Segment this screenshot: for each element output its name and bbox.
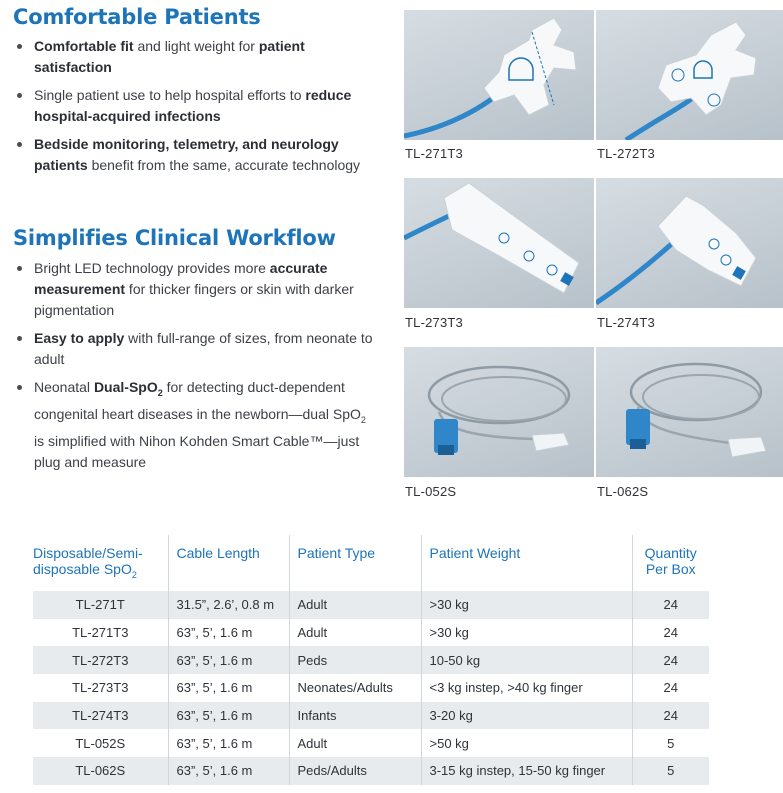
cell-length: 63”, 5’, 1.6 m — [168, 646, 289, 674]
product-caption: TL-274T3 — [597, 315, 655, 330]
product-caption: TL-062S — [597, 484, 649, 499]
cell-length: 63”, 5’, 1.6 m — [168, 757, 289, 785]
table-row — [33, 757, 709, 785]
cell-weight: >50 kg — [421, 729, 632, 757]
cell-type: Neonates/Adults — [289, 674, 421, 702]
comfort-bullet-list — [13, 36, 373, 183]
cell-qty: 24 — [632, 702, 709, 730]
cell-type: Adult — [289, 591, 421, 619]
product-photo-tl-273t3 — [404, 178, 594, 308]
cell-length: 63”, 5’, 1.6 m — [168, 674, 289, 702]
cell-type: Infants — [289, 702, 421, 730]
cell-type: Peds — [289, 646, 421, 674]
table-row — [33, 702, 709, 730]
cell-length: 63”, 5’, 1.6 m — [168, 619, 289, 647]
table-row — [33, 591, 709, 619]
cell-weight: >30 kg — [421, 591, 632, 619]
product-spec-table — [33, 535, 709, 785]
cell-weight: 10-50 kg — [421, 646, 632, 674]
header-cable-length: Cable Length — [168, 535, 289, 591]
table-row — [33, 619, 709, 647]
section-title-comfort: Comfortable Patients — [13, 5, 261, 29]
cell-model: TL-052S — [75, 735, 126, 751]
cell-model: TL-272T3 — [33, 646, 168, 674]
list-item: Easy to apply with full-range of sizes, from neonate to adult — [13, 328, 373, 370]
list-item: Neonatal Dual-SpO$_2$ for detecting duct-dependent congenital heart diseases in the newborn—dual SpO$_2$ is simplified with Nihon Kohden Smart Cable™—just plug and measure — [13, 377, 373, 473]
cell-weight: 3-20 kg — [421, 702, 632, 730]
cell-model: TL-274T3 — [33, 702, 168, 730]
cell-type: Adult — [289, 729, 421, 757]
table-row — [33, 646, 709, 674]
cell-model: TL-273T3 — [72, 680, 129, 696]
cell-qty: 24 — [632, 619, 709, 647]
cell-weight: 3-15 kg instep, 15-50 kg finger — [421, 757, 632, 785]
section-title-workflow: Simplifies Clinical Workflow — [13, 226, 336, 250]
cell-weight: >30 kg — [421, 619, 632, 647]
header-patient-weight: Patient Weight — [421, 535, 632, 591]
product-caption: TL-272T3 — [597, 146, 655, 161]
cell-qty: 5 — [632, 757, 709, 785]
cell-qty: 24 — [632, 591, 709, 619]
list-item: Comfortable fit and light weight for patient satisfaction — [13, 36, 373, 78]
workflow-bullet-list — [13, 258, 373, 480]
product-caption: TL-273T3 — [405, 315, 463, 330]
header-model: Disposable/Semi-disposable SpO$_2$ — [33, 545, 143, 580]
list-item: Bright LED technology provides more accurate measurement for thicker fingers or skin with darker pigmentation — [13, 258, 373, 321]
cell-type: Peds/Adults — [289, 757, 421, 785]
cell-length: 63”, 5’, 1.6 m — [168, 729, 289, 757]
product-caption: TL-052S — [405, 484, 457, 499]
cell-weight: <3 kg instep, >40 kg finger — [421, 674, 632, 702]
product-photo-tl-052s — [404, 347, 594, 477]
cell-model: TL-271T3 — [72, 625, 129, 641]
cell-qty: 24 — [632, 674, 709, 702]
header-quantity: Quantity Per Box — [632, 535, 709, 591]
cell-qty: 24 — [632, 646, 709, 674]
table-row — [33, 674, 709, 702]
table-row — [33, 729, 709, 757]
cell-length: 63”, 5’, 1.6 m — [168, 702, 289, 730]
cell-model: TL-271T — [33, 591, 168, 619]
table-header-row — [33, 535, 709, 591]
cell-model: TL-062S — [33, 757, 168, 785]
cell-type: Adult — [289, 619, 421, 647]
product-photo-tl-271t3 — [404, 10, 594, 140]
product-photo-tl-272t3 — [596, 10, 783, 140]
list-item: Bedside monitoring, telemetry, and neurology patients benefit from the same, accurate technology — [13, 134, 373, 176]
cell-qty: 5 — [632, 729, 709, 757]
product-photo-tl-062s — [596, 347, 783, 477]
product-photo-tl-274t3 — [596, 178, 783, 308]
product-caption: TL-271T3 — [405, 146, 463, 161]
list-item: Single patient use to help hospital efforts to reduce hospital-acquired infections — [13, 85, 373, 127]
header-patient-type: Patient Type — [289, 535, 421, 591]
cell-length: 31.5”, 2.6’, 0.8 m — [168, 591, 289, 619]
